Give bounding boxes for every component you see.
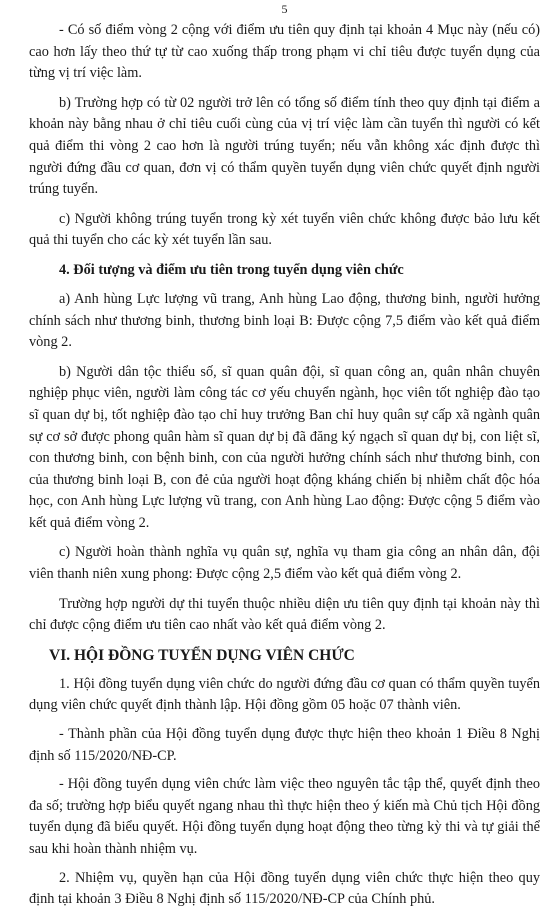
paragraph-multiple-priorities: Trường hợp người dự thi tuyển thuộc nhiều diện ưu tiên quy định tại khoản này thì chỉ được cộng điểm ưu tiên cao nhất vào kết quả điểm vòng 2. (29, 595, 540, 634)
heading-priority-subjects: 4. Đối tượng và điểm ưu tiên trong tuyển dụng viên chức (59, 261, 404, 278)
page-number: 5 (281, 2, 288, 16)
paragraph-no-reservation: c) Người không trúng tuyển trong kỳ xét tuyển viên chức không được bảo lưu kết quả thi tuyển cho các kỳ xét tuyển lần sau. (29, 210, 540, 249)
paragraph-priority-b: b) Người dân tộc thiểu số, sĩ quan quân đội, sĩ quan công an, quân nhân chuyên nghiệp phục viên, người làm công tác cơ yếu chuyển ngành, học viên tốt nghiệp đào tạo sĩ quan dự bị, tốt nghiệp đào tạo chỉ huy trưởng Ban chỉ huy quân sự cấp xã ngành quân sự cơ sở được phong quân hàm sĩ quan dự bị đã đăng ký ngạch sĩ quan dự bị, con liệt sĩ, con thương binh, con bệnh binh, con của người hưởng chính sách như thương binh, con của thương binh loại B, con đẻ của người hoạt động kháng chiến bị nhiễm chất độc hóa học, con Anh hùng Lực lượng vũ trang, con Anh hùng Lao động: Được cộng 5 điểm vào kết quả điểm vòng 2. (29, 363, 540, 531)
paragraph-priority-a: a) Anh hùng Lực lượng vũ trang, Anh hùng Lao động, thương binh, người hưởng chính sách như thương binh, thương binh loại B: Được cộng 7,5 điểm vào kết quả điểm vòng 2. (29, 290, 540, 351)
paragraph-tie-break: b) Trường hợp có từ 02 người trở lên có tổng số điểm tính theo quy định tại điểm a khoản này bằng nhau ở chỉ tiêu cuối cùng của vị trí việc làm cần tuyển thì người có kết quả điểm thi vòng 2 cao hơn là người trúng tuyển; nếu vẫn không xác định được thì người đứng đầu cơ quan, đơn vị có thẩm quyền tuyển dụng viên chức quyết định người trúng tuyển. (29, 94, 540, 198)
paragraph-priority-c: c) Người hoàn thành nghĩa vụ quân sự, nghĩa vụ tham gia công an nhân dân, đội viên thanh niên xung phong: Được cộng 2,5 điểm vào kết quả điểm vòng 2. (29, 544, 540, 583)
section-heading-recruitment-council: VI. HỘI ĐỒNG TUYỂN DỤNG VIÊN CHỨC (49, 646, 355, 664)
paragraph-council-established: 1. Hội đồng tuyển dụng viên chức do người đứng đầu cơ quan có thẩm quyền tuyển dụng viên chức quyết định thành lập. Hội đồng gồm 05 hoặc 07 thành viên. (29, 675, 540, 714)
paragraph-council-composition: - Thành phần của Hội đồng tuyển dụng được thực hiện theo khoản 1 Điều 8 Nghị định số 115/2020/NĐ-CP. (29, 726, 540, 764)
paragraph-round2-score: - Có số điểm vòng 2 cộng với điểm ưu tiên quy định tại khoản 4 Mục này (nếu có) cao hơn lấy theo thứ tự từ cao xuống thấp trong phạm vi chỉ tiêu được tuyển dụng của từng vị trí việc làm. (29, 22, 540, 82)
paragraph-council-principles: - Hội đồng tuyển dụng viên chức làm việc theo nguyên tắc tập thể, quyết định theo đa số; trường hợp biểu quyết ngang nhau thì thực hiện theo ý kiến mà Chủ tịch Hội đồng tuyển dụng đã biểu quyết. Hội đồng tuyển dụng hoạt động theo từng kỳ thi và tự giải thể sau khi hoàn thành nhiệm vụ. (29, 776, 540, 857)
paragraph-council-duties: 2. Nhiệm vụ, quyền hạn của Hội đồng tuyển dụng viên chức thực hiện theo quy định tại khoản 3 Điều 8 Nghị định số 115/2020/NĐ-CP của Chính phủ. (29, 869, 540, 908)
